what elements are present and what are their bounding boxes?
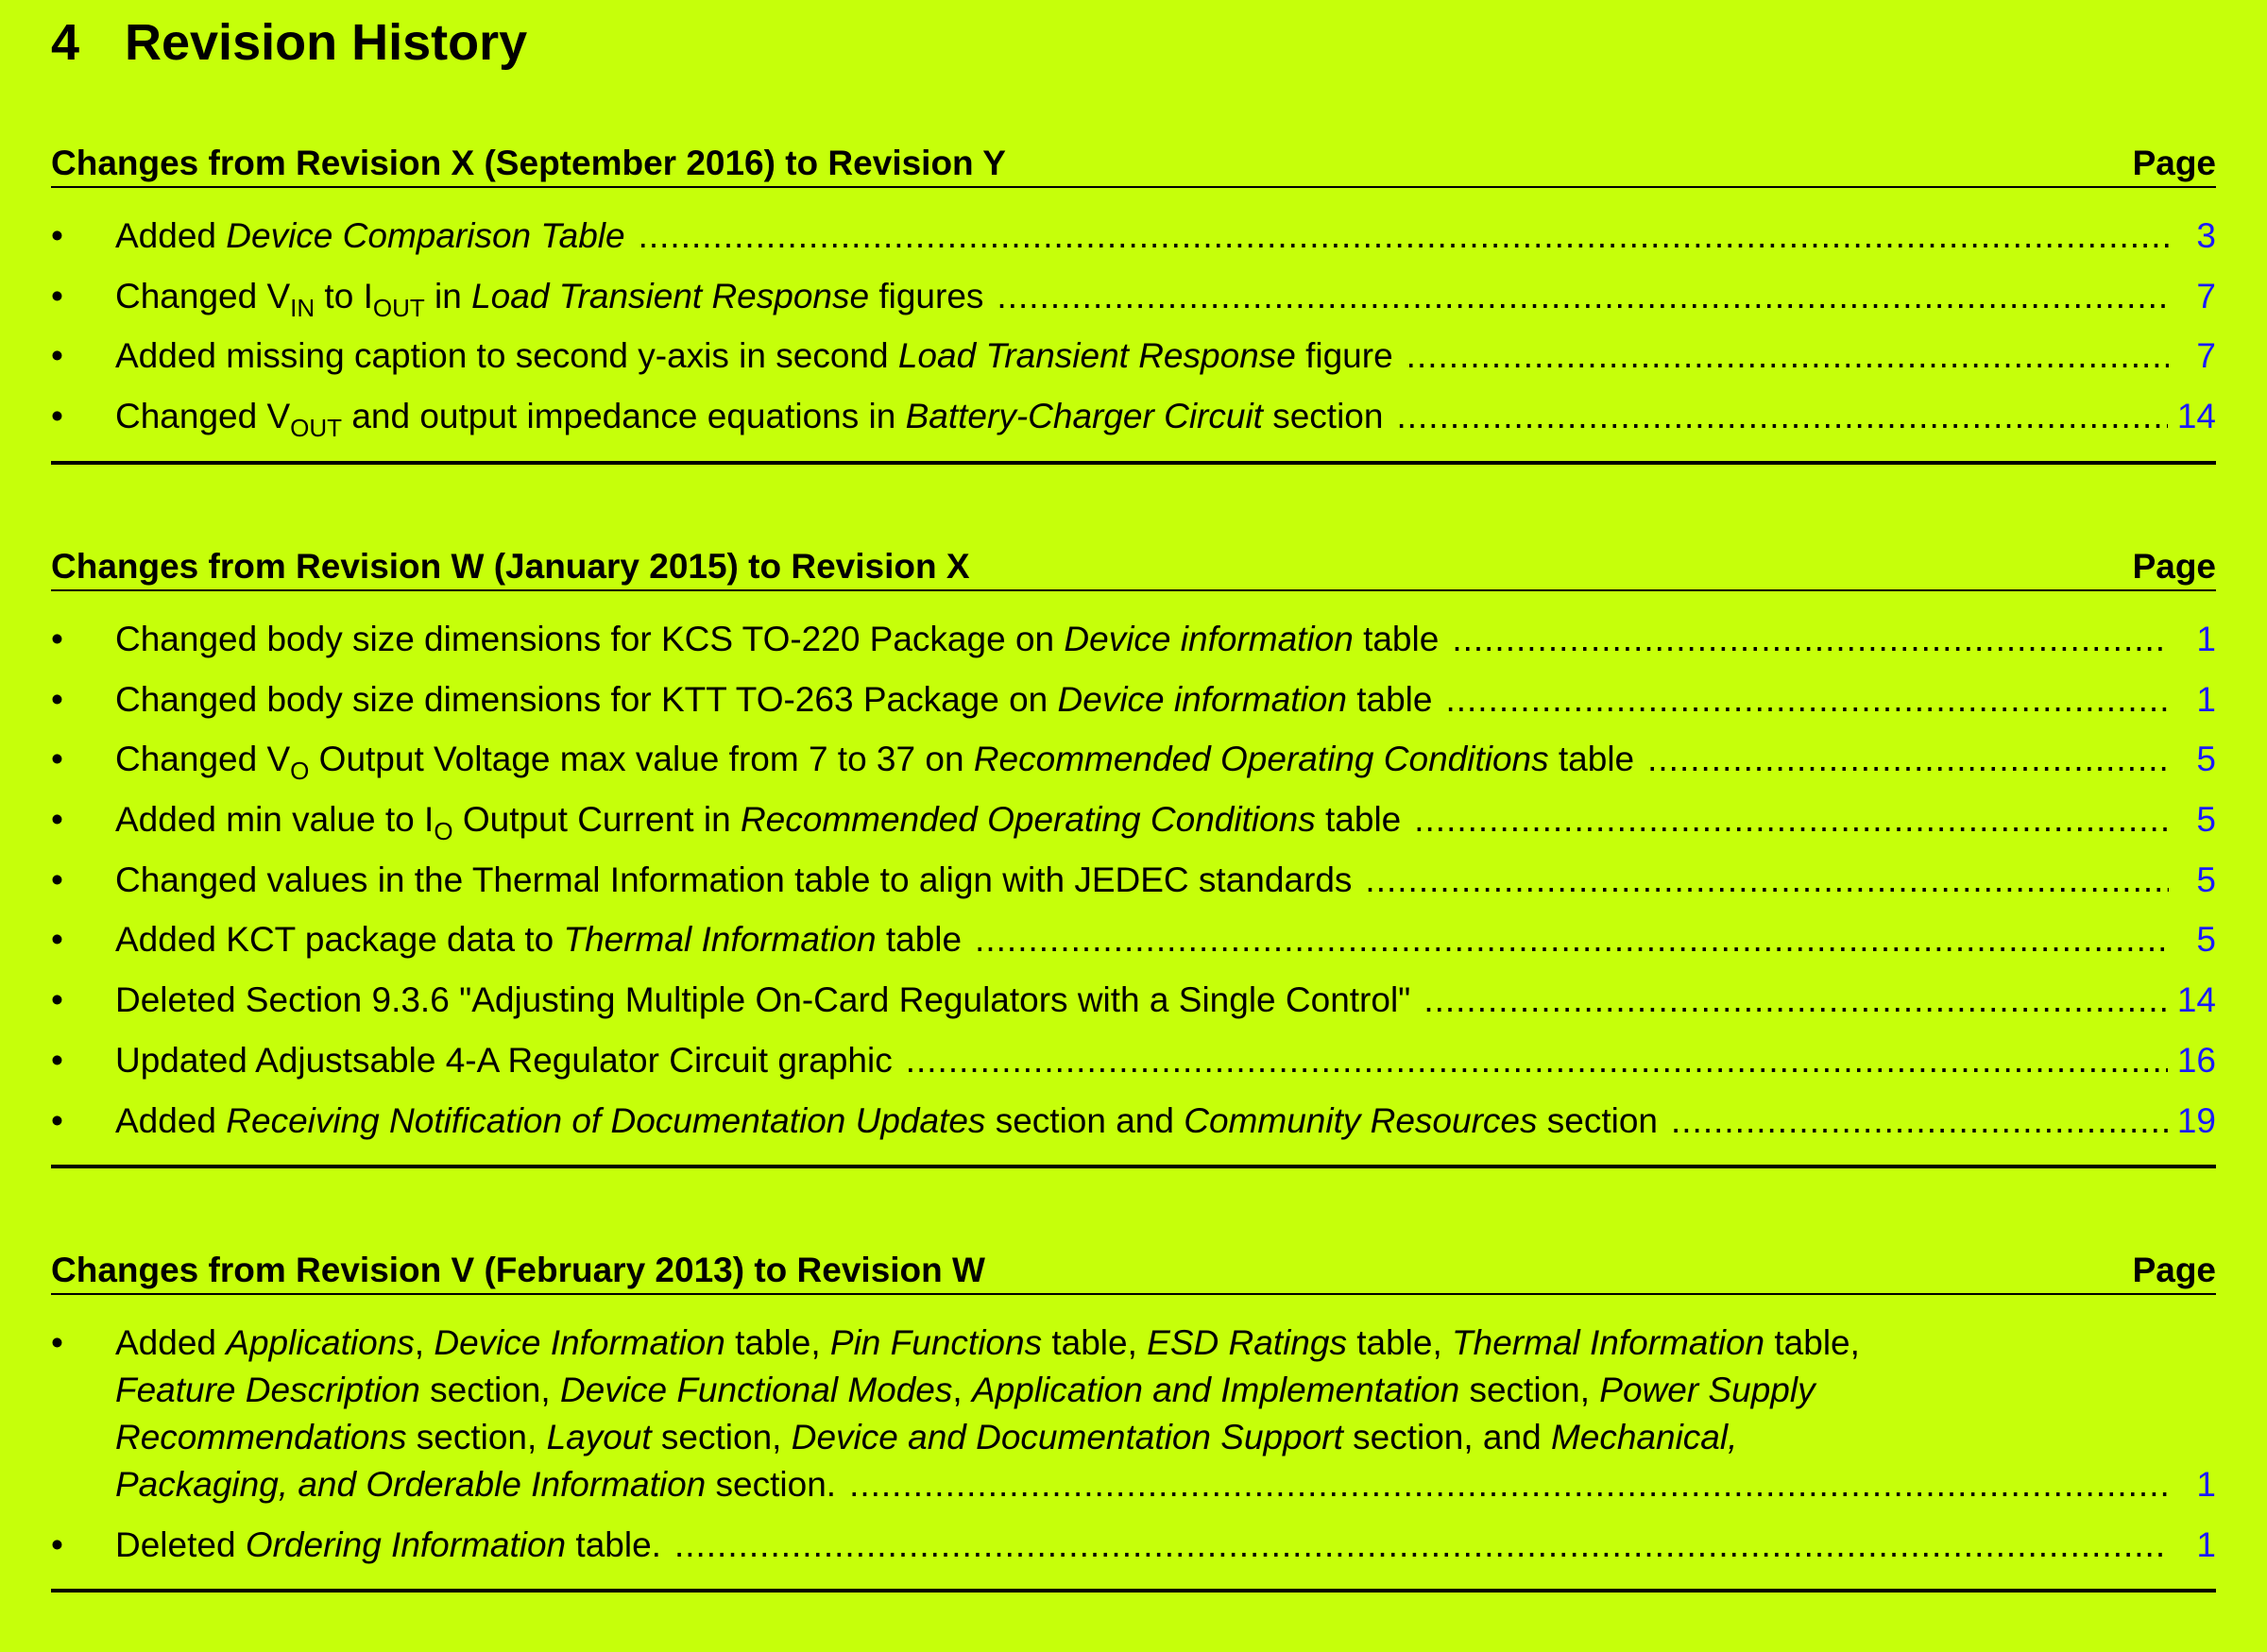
dot-leader xyxy=(1396,393,2167,440)
page-column-label: Page xyxy=(2132,144,2216,182)
page-link[interactable]: 5 xyxy=(2196,740,2216,779)
page-link[interactable]: 7 xyxy=(2196,276,2216,315)
list-item: • Deleted Section 9.3.6 "Adjusting Multiple On-Card Regulators with a Single Control" ..... 14 xyxy=(51,977,2216,1024)
dot-leader xyxy=(1452,616,2169,663)
dot-leader xyxy=(1365,857,2169,904)
list-item: • Added KCT package data to Thermal Information table ..... 5 xyxy=(51,916,2216,963)
list-item: • Updated Adjustsable 4-A Regulator Circuit graphic ..... 16 xyxy=(51,1037,2216,1084)
bullet: • xyxy=(51,800,63,840)
page-link[interactable]: 1 xyxy=(2196,620,2216,658)
bullet: • xyxy=(51,860,63,899)
bullet: • xyxy=(51,216,63,255)
page-link[interactable]: 19 xyxy=(2176,1100,2216,1140)
page-link[interactable]: 5 xyxy=(2196,800,2216,840)
list-item: • Changed values in the Thermal Information table to align with JEDEC standards ..... 5 xyxy=(51,857,2216,904)
revision-section-title: Changes from Revision W (January 2015) to Revision X xyxy=(51,547,970,586)
list-item: • Added Applications, Device Information table, Pin Functions table, ESD Ratings table, Thermal Information table, Feature Description section, Device Functional Modes, Application and Implementation section, Power Supply Recommendations section, Layout section, Device and Documentation Support section, and Mechanical, Packaging, and Orderable Information section. ..... 1 xyxy=(51,1320,2216,1508)
dot-leader xyxy=(906,1037,2168,1084)
revision-section-y xyxy=(51,125,2216,465)
list-item: • Changed $V_O$ Output Voltage max value from 7 to 37 on Recommended Operating Conditions table ..... 5 xyxy=(51,736,2216,783)
bullet: • xyxy=(51,920,63,960)
dot-leader xyxy=(1445,676,2169,724)
bullet: • xyxy=(51,679,63,719)
revision-section-title: Changes from Revision X (September 2016) to Revision Y xyxy=(51,144,1006,182)
bullet: • xyxy=(51,1323,63,1362)
section-number: 4 xyxy=(51,14,80,71)
page-column-label: Page xyxy=(2132,547,2216,586)
bullet: • xyxy=(51,740,63,779)
list-item: • Added Receiving Notification of Documentation Updates section and Community Resources section ..... 19 xyxy=(51,1098,2216,1145)
section-heading xyxy=(51,13,527,72)
dot-leader xyxy=(674,1522,2169,1569)
list-item: • Added min value to $I_O$ Output Current in Recommended Operating Conditions table ..... 5 xyxy=(51,796,2216,843)
page-link[interactable]: 14 xyxy=(2176,980,2216,1020)
bullet: • xyxy=(51,1524,63,1564)
dot-leader xyxy=(1647,736,2169,783)
dot-leader xyxy=(1414,796,2169,843)
list-item: • Changed $V_{IN}$ to $I_{OUT}$ in Load Transient Response figures ..... 7 xyxy=(51,273,2216,320)
page-link[interactable]: 7 xyxy=(2196,336,2216,376)
list-item: • Changed body size dimensions for KCS TO-220 Package on Device information table ..... 1 xyxy=(51,616,2216,663)
page-column-label: Page xyxy=(2132,1251,2216,1289)
revision-section-x xyxy=(51,528,2216,1168)
dot-leader xyxy=(639,213,2169,260)
dot-leader xyxy=(975,916,2169,963)
page-link[interactable]: 16 xyxy=(2176,1040,2216,1080)
page-link[interactable]: 5 xyxy=(2196,920,2216,960)
dot-leader xyxy=(997,273,2169,320)
revision-section-w xyxy=(51,1232,2216,1592)
page-link[interactable]: 14 xyxy=(2176,397,2216,436)
dot-leader xyxy=(1671,1098,2168,1145)
revision-section-header xyxy=(51,125,2216,188)
bullet: • xyxy=(51,620,63,658)
bullet: • xyxy=(51,336,63,376)
dot-leader xyxy=(1406,332,2169,380)
revision-section-header xyxy=(51,1232,2216,1295)
bullet: • xyxy=(51,1040,63,1080)
list-item: • Changed body size dimensions for KTT TO-263 Package on Device information table ..... 1 xyxy=(51,676,2216,724)
list-item: • Added missing caption to second y-axis in second Load Transient Response figure ..... 7 xyxy=(51,332,2216,380)
bullet: • xyxy=(51,276,63,315)
revision-item-list xyxy=(51,188,2216,465)
revision-item-list xyxy=(51,591,2216,1168)
page-link[interactable]: 5 xyxy=(2196,860,2216,899)
list-item: • Deleted Ordering Information table. ..... 1 xyxy=(51,1522,2216,1569)
dot-leader xyxy=(849,1461,2169,1508)
bullet: • xyxy=(51,397,63,436)
revision-item-list xyxy=(51,1295,2216,1592)
bullet: • xyxy=(51,980,63,1020)
page-link[interactable]: 1 xyxy=(2196,679,2216,719)
page-link[interactable]: 1 xyxy=(2196,1524,2216,1564)
revision-section-title: Changes from Revision V (February 2013) to Revision W xyxy=(51,1251,985,1289)
list-item: • Changed $V_{OUT}$ and output impedance equations in Battery-Charger Circuit section ..... 14 xyxy=(51,393,2216,440)
bullet: • xyxy=(51,1100,63,1140)
list-item: • Added Device Comparison Table ..... 3 xyxy=(51,213,2216,260)
page-link[interactable]: 3 xyxy=(2196,216,2216,255)
section-title: Revision History xyxy=(125,14,528,71)
revision-section-header xyxy=(51,528,2216,591)
page-link[interactable]: 1 xyxy=(2196,1465,2216,1504)
dot-leader xyxy=(1423,977,2168,1024)
